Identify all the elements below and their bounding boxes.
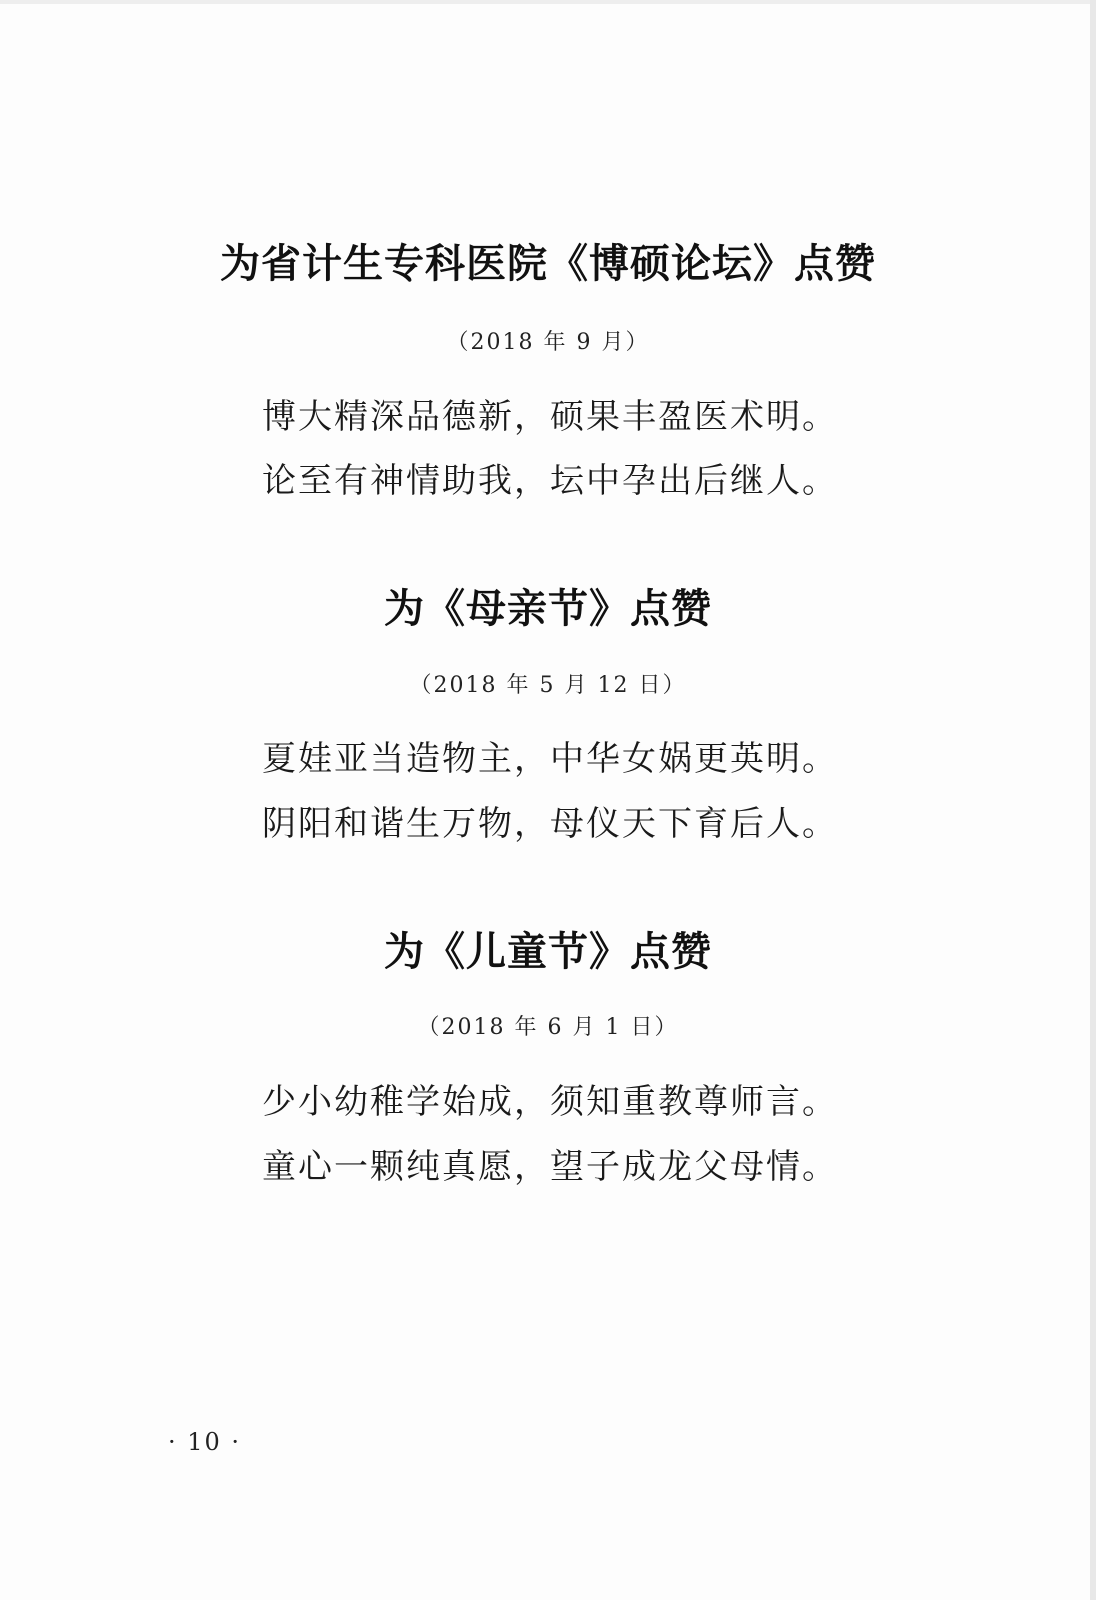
- poem-1-date: （2018 年 9 月）: [446, 330, 650, 355]
- poem-2-line-1: 夏娃亚当造物主，中华女娲更英明。: [262, 739, 838, 779]
- poem-2-title: 为《母亲节》点赞: [384, 586, 712, 632]
- poem-2-line-2: 阴阳和谐生万物，母仪天下育后人。: [262, 804, 838, 844]
- poem-1-line-1: 博大精深品德新，硕果丰盈医术明。: [262, 397, 838, 437]
- poem-3-line-1: 少小幼稚学始成，须知重教尊师言。: [262, 1082, 838, 1122]
- poem-3-date: （2018 年 6 月 1 日）: [417, 1015, 679, 1040]
- poem-1-line-2: 论至有神情助我，坛中孕出后继人。: [262, 461, 838, 501]
- scan-edge-right: [1090, 0, 1096, 1600]
- poem-3-line-2: 童心一颗纯真愿，望子成龙父母情。: [262, 1147, 838, 1187]
- poem-3-title: 为《儿童节》点赞: [384, 929, 712, 975]
- poem-1-title: 为省计生专科医院《博硕论坛》点赞: [220, 241, 876, 287]
- page-number: · 10 ·: [168, 1428, 242, 1456]
- poem-2-date: （2018 年 5 月 12 日）: [409, 673, 687, 698]
- scan-edge-top: [0, 0, 1096, 4]
